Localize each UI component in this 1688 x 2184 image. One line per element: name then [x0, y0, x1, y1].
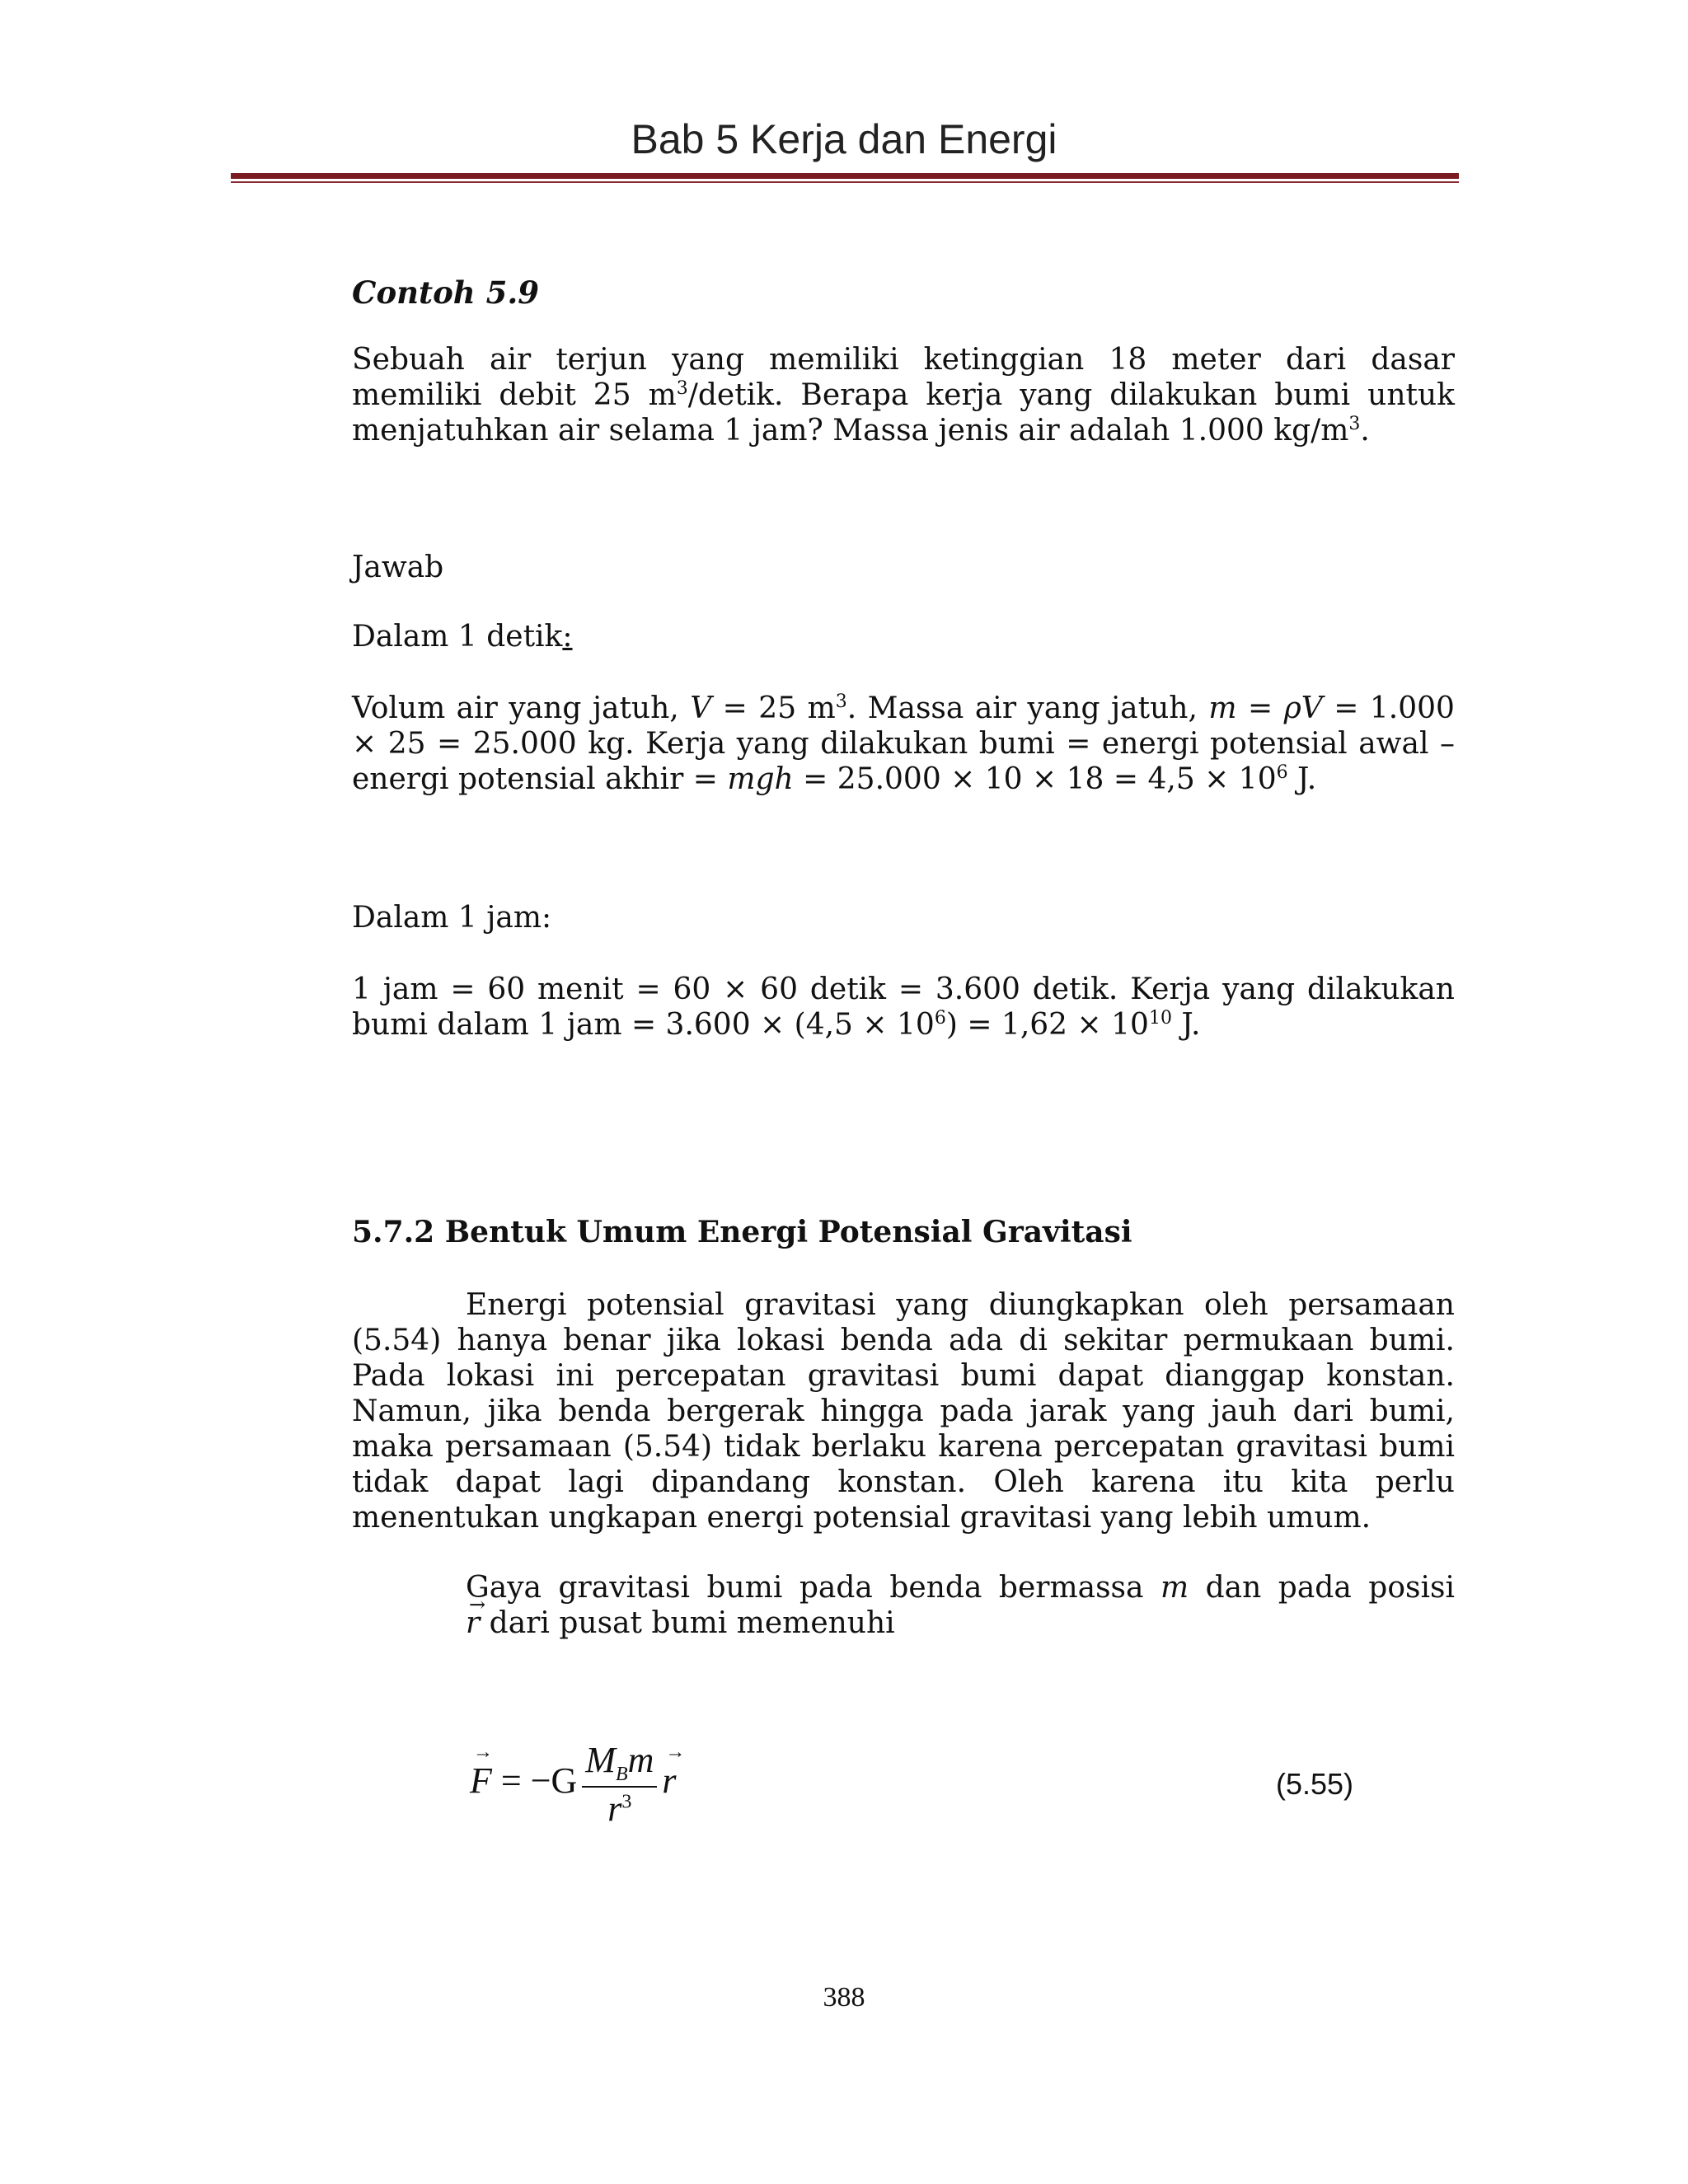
one-second-label: Dalam 1 detik:	[352, 620, 573, 654]
one-hour-calculation: 1 jam = 60 menit = 60 × 60 detik = 3.600 detik. Kerja yang dilakukan bumi dalam 1 jam = $3.600 \times (4,5 \times 10^6) = 1,62 \times 10^{10}$ J.	[352, 972, 1455, 1042]
section-title: 5.7.2 Bentuk Umum Energi Potensial Gravitasi	[352, 1215, 1132, 1249]
example-problem: Sebuah air terjun yang memiliki ketinggian 18 meter dari dasar memiliki debit 25 $m^3$/detik. Berapa kerja yang dilakukan bumi untuk menjatuhkan air selama 1 jam? Massa jenis air adalah 1.000 $kg/m^3$.	[352, 343, 1455, 448]
example-title: Contoh 5.9	[352, 274, 539, 311]
equation-5-55: → F = −G $\frac{M_Bm}{r^3}$ → r	[470, 1739, 677, 1830]
equation-fraction: $\frac{M_Bm}{r^3}$	[582, 1739, 657, 1830]
one-hour-label: Dalam 1 jam:	[352, 901, 552, 935]
page-number: 388	[823, 1982, 865, 2013]
one-second-calculation: Volum air yang jatuh, V = 25 $m^3$. Massa air yang jatuh, m = ρV = 1.000 × 25 = 25.000 kg. Kerja yang dilakukan bumi = energi potensial awal – energi potensial akhir = mgh = $25.000 \times 10 \times 18 = 4,5 \times 10^6$ J.	[352, 691, 1455, 796]
equation-number: (5.55)	[1276, 1767, 1354, 1801]
header-rule	[231, 173, 1459, 179]
header-rule-thin	[231, 181, 1459, 183]
chapter-header: Bab 5 Kerja dan Energi	[631, 116, 1057, 162]
answer-label: Jawab	[352, 551, 444, 584]
section-paragraph-2: Gaya gravitasi bumi pada benda bermassa m dan pada posisi → r dari pusat bumi memenuhi	[352, 1570, 1455, 1641]
section-paragraph-1: Energi potensial gravitasi yang diungkapkan oleh persamaan (5.54) hanya benar jika lokasi benda ada di sekitar permukaan bumi. Pada lokasi ini percepatan gravitasi bumi dapat dianggap konstan. Namun, jika benda bergerak hingga pada jarak yang jauh dari bumi, maka persamaan (5.54) tidak berlaku karena percepatan gravitasi bumi tidak dapat lagi dipandang konstan. Oleh karena itu kita perlu menentukan ungkapan energi potensial gravitasi yang lebih umum.	[352, 1288, 1455, 1535]
